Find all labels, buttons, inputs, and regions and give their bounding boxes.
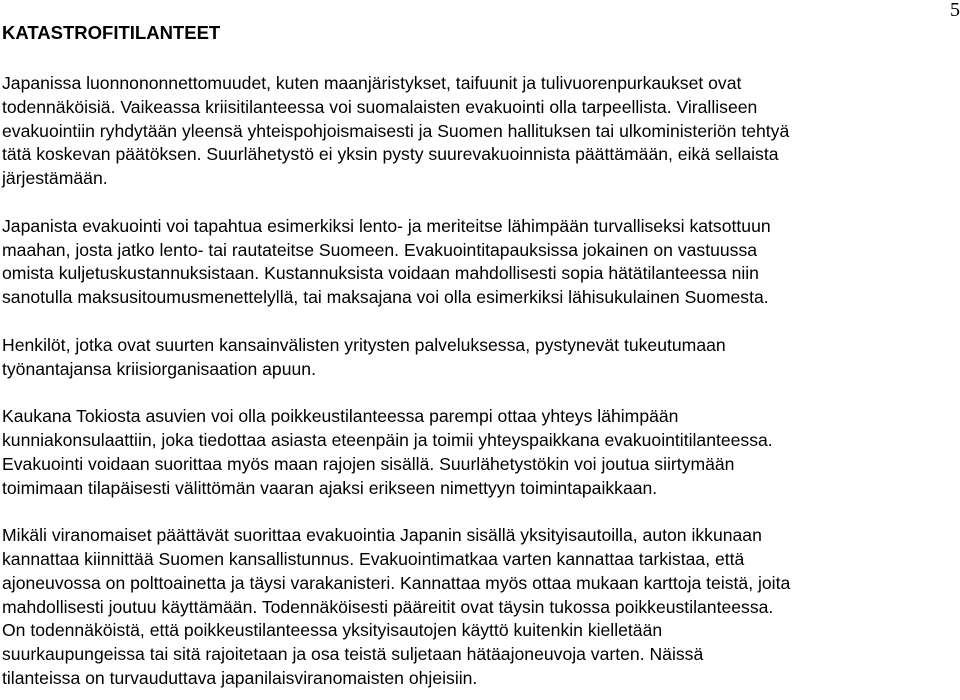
text-line: Japanissa luonnononnettomuudet, kuten maanjäristykset, taifuunit ja tulivuorenpurkaukset ovat [2,73,742,93]
text-line: ajoneuvossa on polttoainetta ja täysi varakanisteri. Kannattaa myös ottaa mukaan karttoja teistä, joita [2,572,791,593]
paragraph-5 [2,524,952,691]
text-line: toimimaan tilapäisesti välittömän vaaran ajaksi erikseen nimettyyn toimintapaikkaan. [2,477,658,498]
section-title: KATASTROFITILANTEET [2,22,221,43]
text-line: työnantajansa kriisiorganisaation apuun. [2,358,316,379]
text-line: suurkaupungeissa tai sitä rajoitetaan ja osa teistä suljetaan hätäajoneuvoja varten. Näissä [2,644,704,665]
text-line: On todennäköistä, että poikkeustilanteessa yksityisautojen käyttö kuitenkin kielletään [2,620,663,641]
paragraph-3 [2,334,952,382]
text-line: evakuointiin ryhdytään yleensä yhteispohjoismaisesti ja Suomen hallituksen tai ulkoministeriön tehtyä [2,120,790,141]
text-line: tilanteissa on turvauduttava japanilaisviranomaisten ohjeisiin. [2,667,478,688]
text-line: mahdollisesti joutuu käyttämään. Todennäköisesti pääreitit ovat täysin tukossa poikkeustilanteessa. [2,596,774,617]
text-line: Evakuointi voidaan suorittaa myös maan rajojen sisällä. Suurlähetystökin voi joutua siirtymään [2,453,735,474]
text-line: omista kuljetuskustannuksistaan. Kustannuksista voidaan mahdollisesti sopia hätätilanteessa niin [2,263,759,284]
text-line: kunniakonsulaattiin, joka tiedottaa asiasta eteenpäin ja toimii yhteyspaikkana evakuointitilanteessa. [2,429,773,450]
text-line: Kaukana Tokiosta asuvien voi olla poikkeustilanteessa parempi ottaa yhteys lähimpään [2,406,679,427]
text-line: maahan, josta jatko lento- tai rautateitse Suomeen. Evakuointitapauksissa jokainen on vastuussa [2,239,758,260]
text-line: todennäköisiä. Vaikeassa kriisitilanteessa voi suomalaisten evakuointi olla tarpeellista. Viralliseen [2,96,758,117]
text-line: Henkilöt, jotka ovat suurten kansainvälisten yritysten palveluksessa, pystynevät tukeutumaan [2,334,726,355]
paragraph-4 [2,405,952,500]
text-line: kannattaa kiinnittää Suomen kansallistunnus. Evakuointimatkaa varten kannattaa tarkistaa, että [2,548,745,569]
text-line: tätä koskevan päätöksen. Suurlähetystö ei yksin pysty suurevakuoinnista päättämään, eikä sellaista [2,144,779,165]
text-line: Mikäli viranomaiset päättävät suorittaa evakuointia Japanin sisällä yksityisautoilla, auton ikkunaan [2,525,762,546]
page-number: 5 [950,0,960,21]
paragraph-1 [2,72,952,191]
text-line: järjestämään. [2,168,108,189]
body-text [2,72,952,691]
paragraph-2 [2,215,952,310]
text-line: sanotulla maksusitoumusmenettelyllä, tai maksajana voi olla esimerkiksi lähisukulainen Suomesta. [2,287,769,308]
text-line: Japanista evakuointi voi tapahtua esimerkiksi lento- ja meriteitse lähimpään turvalliseksi katsottuun [2,215,771,236]
